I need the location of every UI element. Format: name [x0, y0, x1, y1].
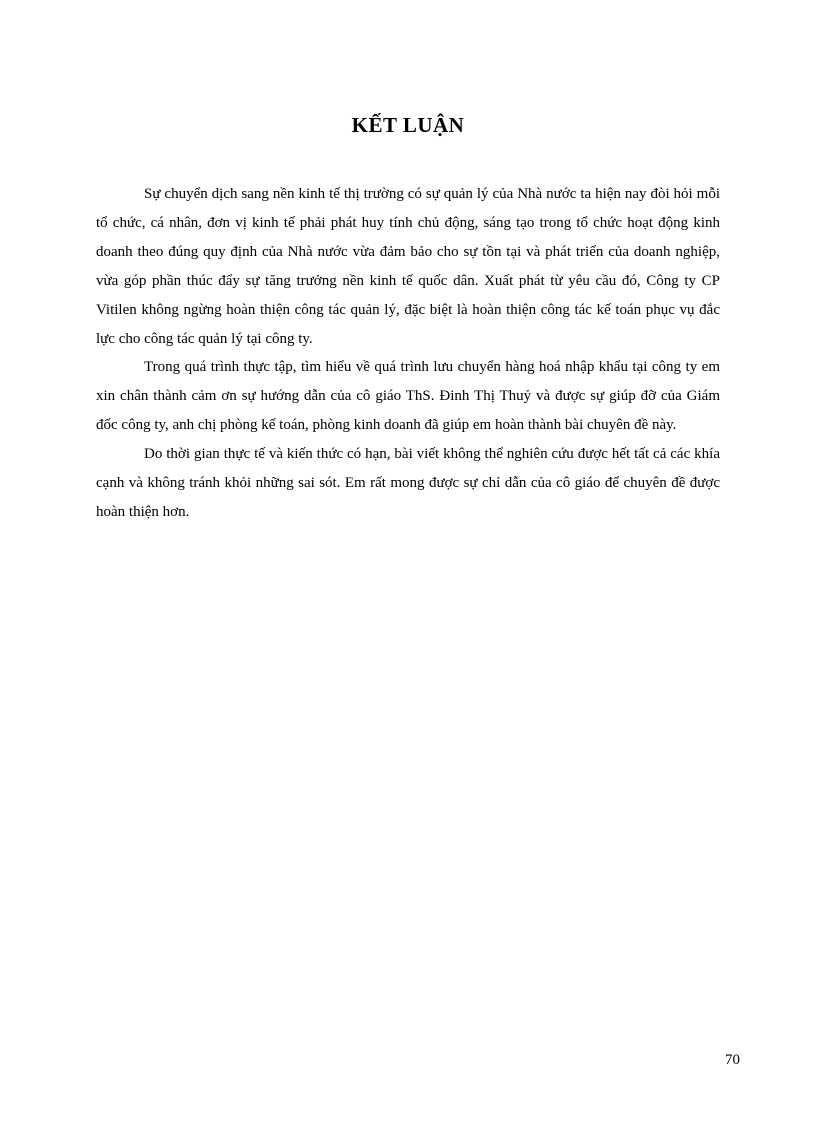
conclusion-body — [96, 180, 720, 527]
paragraph-1: Sự chuyển dịch sang nền kinh tế thị trường có sự quản lý của Nhà nước ta hiện nay đòi hỏi mỗi tổ chức, cá nhân, đơn vị kinh tế phải phát huy tính chủ động, sáng tạo trong tổ chức hoạt động kinh doanh theo đúng quy định của Nhà nước vừa đảm bảo cho sự tồn tại và phát triển của doanh nghiệp, vừa góp phần thúc đẩy sự tăng trưởng nền kinh tế quốc dân. Xuất phát từ yêu cầu đó, Công ty CP Vitilen không ngừng hoàn thiện công tác quản lý, đặc biệt là hoàn thiện công tác kế toán phục vụ đắc lực cho công tác quản lý tại công ty. — [96, 186, 720, 347]
page-number: 70 — [725, 1052, 740, 1068]
page-title: KẾT LUẬN — [351, 113, 465, 137]
paragraph-2: Trong quá trình thực tập, tìm hiểu về quá trình lưu chuyển hàng hoá nhập khẩu tại công ty em xin chân thành cảm ơn sự hướng dẫn của cô giáo ThS. Đinh Thị Thuỷ và được sự giúp đỡ của Giám đốc công ty, anh chị phòng kế toán, phòng kinh doanh đã giúp em hoàn thành bài chuyên đề này. — [96, 359, 720, 434]
paragraph-3: Do thời gian thực tế và kiến thức có hạn, bài viết không thể nghiên cứu được hết tất cả các khía cạnh và không tránh khỏi những sai sót. Em rất mong được sự chỉ dẫn của cô giáo để chuyên đề được hoàn thiện hơn. — [96, 446, 720, 520]
